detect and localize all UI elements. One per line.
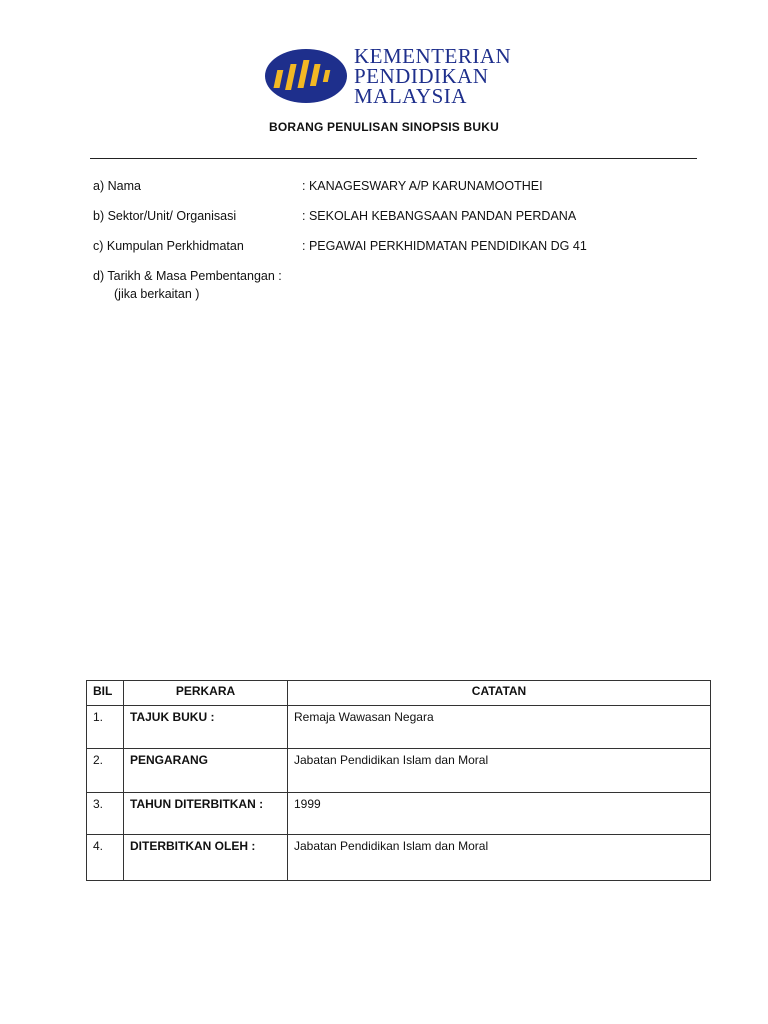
title-divider [90, 158, 697, 159]
ministry-logo [264, 46, 511, 106]
row-perkara: DITERBITKAN OLEH : [124, 835, 288, 881]
row-catatan: Jabatan Pendidikan Islam dan Moral [288, 835, 711, 881]
row-catatan: 1999 [288, 793, 711, 835]
row-perkara: TAJUK BUKU : [124, 706, 288, 749]
row-bil: 3. [87, 793, 124, 835]
table-row [87, 749, 711, 793]
field-label: b) Sektor/Unit/ Organisasi [93, 209, 237, 223]
header-bil: BIL [87, 681, 124, 706]
field-label: a) Nama [93, 179, 141, 193]
logo-line-2: PENDIDIKAN [354, 64, 489, 88]
row-perkara: TAHUN DITERBITKAN : [124, 793, 288, 835]
field-value: : SEKOLAH KEBANGSAAN PANDAN PERDANA [302, 209, 577, 223]
field-note: (jika berkaitan ) [114, 287, 200, 301]
row-bil: 1. [87, 706, 124, 749]
synopsis-table [86, 680, 711, 881]
row-bil: 2. [87, 749, 124, 793]
header-perkara: PERKARA [124, 681, 288, 706]
field-label: c) Kumpulan Perkhidmatan [93, 239, 244, 253]
logo-line-1: KEMENTERIAN [354, 44, 512, 68]
table-row [87, 793, 711, 835]
field-label: d) Tarikh & Masa Pembentangan : [93, 269, 282, 283]
row-perkara: PENGARANG [124, 749, 288, 793]
header-catatan: CATATAN [288, 681, 711, 706]
table-row [87, 835, 711, 881]
field-value: : KANAGESWARY A/P KARUNAMOOTHEI [302, 179, 543, 193]
ministry-emblem-icon [264, 48, 348, 104]
row-catatan: Jabatan Pendidikan Islam dan Moral [288, 749, 711, 793]
logo-line-3: MALAYSIA [354, 84, 467, 108]
form-title: BORANG PENULISAN SINOPSIS BUKU [268, 120, 500, 134]
row-catatan: Remaja Wawasan Negara [288, 706, 711, 749]
row-bil: 4. [87, 835, 124, 881]
field-value: : PEGAWAI PERKHIDMATAN PENDIDIKAN DG 41 [302, 239, 587, 253]
table-row [87, 706, 711, 749]
table-header-row [87, 681, 711, 706]
